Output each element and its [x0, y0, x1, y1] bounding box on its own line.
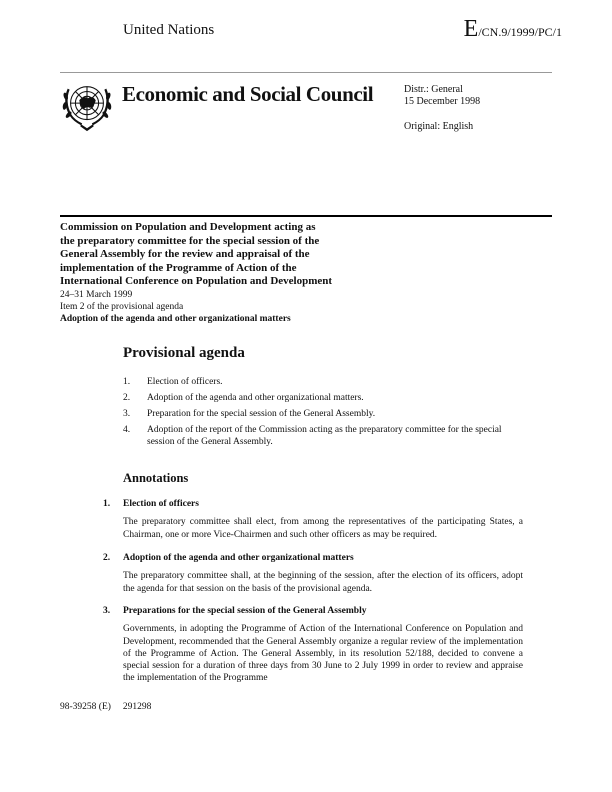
agenda-item [123, 408, 523, 420]
organization-name: United Nations [123, 22, 215, 38]
commission-line: International Conference on Population and Development [60, 275, 333, 287]
section-divider [60, 215, 552, 217]
document-date: 15 December 1998 [404, 96, 481, 107]
agenda-item [123, 392, 523, 404]
agenda-item-text: Preparation for the special session of the General Assembly. [147, 409, 376, 419]
un-emblem-icon [58, 77, 116, 135]
annotation-heading: Election of officers [123, 499, 199, 509]
symbol-rest: /CN.9/1999/PC/1 [478, 25, 562, 39]
document-number: 98-39258 (E) [60, 702, 111, 712]
annotation-number: 1. [103, 499, 111, 509]
annotation-body: Governments, in adopting the Programme of Action of the International Conference on Population and Development, recommended that the General Assembly organize a regular review of the implementation of the Programme of Action. The General Assembly, in its resolution 52/188, decided to convene a special session for a duration of three days from 30 June to 2 July 1999 in order to review and appraise the implementation of the Programme [123, 624, 523, 684]
agenda-item-number: 2. [123, 393, 131, 403]
agenda-item [123, 424, 523, 448]
annotation-item [103, 498, 523, 541]
annotation-number: 3. [103, 606, 111, 616]
council-title: Economic and Social Council [122, 82, 374, 106]
agenda-item-number: 4. [123, 425, 131, 435]
agenda-item [123, 376, 523, 388]
annotation-heading: Adoption of the agenda and other organizational matters [123, 553, 354, 563]
symbol-prefix: E [463, 16, 479, 42]
footer [60, 702, 151, 712]
agenda-item-text: Adoption of the agenda and other organizational matters. [147, 393, 364, 403]
session-meta [60, 289, 291, 325]
agenda-item-text: Adoption of the report of the Commission acting as the preparatory committee for the special session of the General Assembly. [147, 425, 502, 447]
annotation-body: The preparatory committee shall, at the beginning of the session, after the election of its officers, adopt the agenda for that session on the basis of the provisional agenda. [123, 571, 523, 594]
distribution-info [404, 84, 480, 108]
annotation-item [103, 605, 523, 685]
distribution-type: Distr.: General [404, 84, 463, 95]
agenda-item-ref: Item 2 of the provisional agenda [60, 302, 184, 312]
session-dates: 24–31 March 1999 [60, 290, 133, 300]
annotation-number: 2. [103, 553, 111, 563]
agenda-item-title: Adoption of the agenda and other organizational matters [60, 314, 291, 324]
provisional-agenda-heading: Provisional agenda [123, 345, 245, 361]
annotation-heading: Preparations for the special session of the General Assembly [123, 606, 367, 616]
document-symbol [464, 16, 562, 43]
annotation-body: The preparatory committee shall elect, from among the representatives of the participating States, a Chairman, one or more Vice-Chairmen and such other officers as may be required. [123, 517, 523, 540]
document-code: 291298 [122, 702, 152, 712]
commission-line: the preparatory committee for the special session of the [60, 234, 320, 247]
commission-title [60, 221, 380, 289]
agenda-item-text: Election of officers. [147, 377, 223, 387]
annotations-heading: Annotations [123, 471, 189, 485]
annotation-item [103, 552, 523, 595]
original-language: Original: English [404, 121, 474, 132]
commission-line: implementation of the Programme of Action of the [60, 261, 297, 274]
header-divider [60, 72, 552, 73]
commission-line: General Assembly for the review and appraisal of the [60, 248, 310, 260]
provisional-agenda-list [123, 376, 523, 452]
commission-line: Commission on Population and Development acting as [60, 221, 316, 233]
agenda-item-number: 3. [123, 409, 131, 419]
agenda-item-number: 1. [123, 377, 131, 387]
